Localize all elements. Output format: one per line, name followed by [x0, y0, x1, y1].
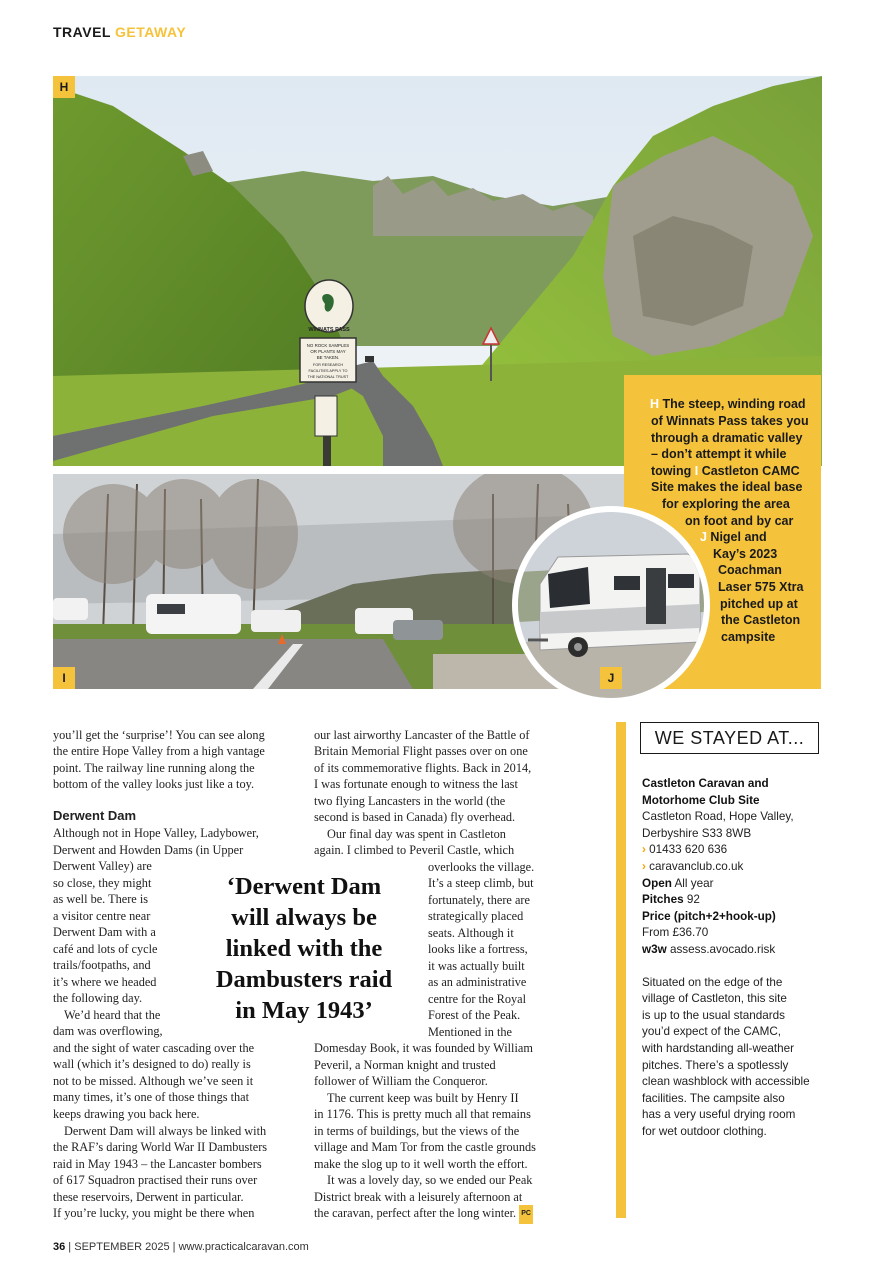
body-line: It was a lovely day, so we ended our Peak [327, 1173, 533, 1187]
caption-photo-letter: J [700, 530, 707, 544]
body-line: Mentioned in the [428, 1025, 513, 1039]
body-line: Britain Memorial Flight passes over on one [314, 744, 528, 758]
body-line [314, 1205, 533, 1224]
site-pitches: Pitches 92 [642, 893, 700, 906]
body-line: seats. Although it [428, 926, 514, 940]
site-description-line: has a very useful drying room [642, 1108, 796, 1121]
caption-photo-letter: I [694, 464, 699, 478]
site-description-line: clean washblock with accessible [642, 1075, 810, 1088]
body-line: centre for the Royal [428, 992, 526, 1006]
body-line: second is based in Canada) fly overhead. [314, 810, 516, 824]
body-line: If you’re lucky, you might be there when [53, 1206, 255, 1220]
body-line: strategically placed [428, 909, 524, 923]
chevron-right-icon: › [642, 860, 646, 873]
caption-line: – don’t attempt it while [651, 447, 787, 461]
caption-line: Site makes the ideal base [651, 480, 803, 494]
body-line: Our final day was spent in Castleton [327, 827, 506, 841]
body-line: the following day. [53, 991, 143, 1005]
caption-photo-letter: H [650, 397, 660, 411]
body-line-text: the caravan, perfect after the long winter. [314, 1206, 517, 1221]
site-description-line: facilities. The campsite also [642, 1092, 785, 1105]
pull-quote-line: Dambusters raid [215, 966, 393, 993]
site-what3words: w3w assess.avocado.risk [642, 943, 776, 956]
body-line: two flying Lancasters in the world (the [314, 794, 506, 808]
caption-line-text: Castleton CAMC [698, 464, 800, 478]
caption-line: campsite [721, 630, 776, 644]
body-line: as well be. There is [53, 892, 149, 906]
body-line: trails/footpaths, and [53, 958, 151, 972]
body-line: Although not in Hope Valley, Ladybower, [53, 826, 259, 840]
website-url: www.practicalcaravan.com [178, 1241, 309, 1253]
body-line: Derwent Dam will always be linked with [64, 1124, 267, 1138]
body-line: wall (which it’s designed to do) really is [53, 1057, 251, 1071]
caption-line [650, 396, 806, 413]
caption-line: pitched up at [720, 597, 798, 611]
body-line: many times, it’s one of those things that [53, 1090, 250, 1104]
page-footer: 36 | SEPTEMBER 2025 | www.practicalcaravan.com [53, 1241, 309, 1253]
body-line: the entire Hope Valley from a high vantage [53, 744, 265, 758]
sign-title: WINNATS PASS [308, 327, 350, 333]
body-line: District break with a leisurely afternoon at [314, 1190, 523, 1204]
site-website-link[interactable]: › caravanclub.co.uk [642, 860, 744, 873]
site-name-line: Motorhome Club Site [642, 794, 760, 807]
body-line: make the slog up to it well worth the effort. [314, 1157, 528, 1171]
body-line: a visitor centre near [53, 909, 151, 923]
section-label: TRAVEL [53, 24, 111, 40]
body-line: overlooks the village. [428, 860, 535, 874]
caption-line-text: The steep, winding road [659, 397, 806, 411]
body-line: Domesday Book, it was founded by William [314, 1041, 533, 1055]
pull-quote-line: in May 1943’ [235, 997, 373, 1024]
photo-label-j: J [600, 667, 622, 689]
caption-line-text: towing [651, 464, 695, 478]
site-open: Open All year [642, 877, 714, 890]
body-line: our last airworthy Lancaster of the Battle of [314, 728, 530, 742]
body-line: again. I climbed to Peveril Castle, which [314, 843, 515, 857]
caption-line [651, 463, 800, 480]
issue-date: SEPTEMBER 2025 [74, 1241, 170, 1253]
body-line: It’s a steep climb, but [428, 876, 534, 890]
body-line: dam was overflowing, [53, 1024, 163, 1038]
site-price-value: From £36.70 [642, 926, 709, 939]
body-line: Derwent Dam with a [53, 925, 156, 939]
caption-line: the Castleton [721, 613, 801, 627]
site-description-line: with hardstanding all-weather [642, 1042, 795, 1055]
body-line: of 617 Squadron practised their runs over [53, 1173, 258, 1187]
sign-notice-line: NO ROCK SAMPLES [306, 343, 350, 348]
site-name-line: Castleton Caravan and [642, 777, 769, 790]
body-line: village and Mam Tor from the castle grounds [314, 1140, 536, 1154]
site-price-label: Price (pitch+2+hook-up) [642, 910, 776, 923]
body-line: I was fortunate enough to witness the last [314, 777, 518, 791]
caption-line: Kay’s 2023 [713, 547, 778, 561]
body-line: looks like a fortress, [428, 942, 528, 956]
body-line: in 1176. This is pretty much all that remains [314, 1107, 531, 1121]
photo-caravan [518, 512, 704, 698]
site-description-line: pitches. There’s a spotlessly [642, 1059, 789, 1072]
site-description-line: for wet outdoor clothing. [642, 1125, 767, 1138]
body-line: Forest of the Peak. [428, 1008, 521, 1022]
body-line: it was actually built [428, 959, 525, 973]
site-description-line: you’d expect of the CAMC, [642, 1025, 782, 1038]
site-address-line: Castleton Road, Hope Valley, [642, 810, 794, 823]
caption-line [700, 529, 767, 546]
sidebar-accent-bar [616, 722, 626, 1218]
body-line: We’d heard that the [64, 1008, 161, 1022]
caption-line-text: Nigel and [706, 530, 767, 544]
page-number: 36 [53, 1241, 66, 1253]
body-line: as an administrative [428, 975, 527, 989]
body-line: not to be missed. Although we’ve seen it [53, 1074, 254, 1088]
body-line: raid in May 1943 – the Lancaster bombers [53, 1157, 262, 1171]
body-line: The current keep was built by Henry II [327, 1091, 519, 1105]
sign-notice-line: THE NATIONAL TRUST [307, 375, 349, 379]
body-line: these reservoirs, Derwent in particular. [53, 1190, 244, 1204]
pull-quote-line: ‘Derwent Dam [226, 873, 382, 900]
body-line: so close, they might [53, 876, 152, 890]
site-description-line: village of Castleton, this site [642, 992, 787, 1005]
body-line: café and lots of cycle [53, 942, 158, 956]
site-phone[interactable]: › 01433 620 636 [642, 843, 728, 856]
body-line: the RAF’s daring World War II Dambusters [53, 1140, 268, 1154]
caption-line: of Winnats Pass takes you [651, 414, 809, 428]
photo-label-i: I [53, 667, 75, 689]
chevron-right-icon: › [642, 843, 646, 856]
caption-line: on foot and by car [685, 514, 794, 528]
caption-line: through a dramatic valley [651, 431, 803, 445]
body-line: follower of William the Conqueror. [314, 1074, 488, 1088]
caption-line: Coachman [718, 563, 782, 577]
body-line: keeps drawing you back here. [53, 1107, 200, 1121]
body-line: Derwent Valley) are [53, 859, 152, 873]
section-sublabel: GETAWAY [114, 24, 187, 40]
site-description-line: Situated on the edge of the [642, 976, 783, 989]
site-description-line: is up to the usual standards [642, 1009, 785, 1022]
body-line: in terms of buildings, but the views of the [314, 1124, 520, 1138]
photo-label-h: H [53, 76, 75, 98]
pull-quote-line: will always be [231, 904, 377, 931]
body-line: bottom of the valley looks just like a toy. [53, 777, 255, 791]
body-line: fortunately, there are [428, 893, 530, 907]
section-header [53, 24, 186, 40]
sign-notice-line: OR PLANTS MAY [310, 349, 346, 354]
body-line: you’ll get the ‘surprise’! You can see along [53, 728, 265, 742]
body-line: point. The railway line running along the [53, 761, 255, 775]
sidebar-title: WE STAYED AT... [640, 722, 819, 754]
body-line: it’s where we headed [53, 975, 157, 989]
end-mark-badge: PC [519, 1205, 533, 1224]
sign-notice-line: FACILITIES APPLY TO [308, 369, 348, 373]
subhead-derwent-dam: Derwent Dam [53, 808, 137, 823]
body-line: Derwent and Howden Dams (in Upper [53, 843, 244, 857]
body-line: Peveril, a Norman knight and trusted [314, 1058, 496, 1072]
sign-notice-line: BE TAKEN. [316, 355, 340, 360]
site-address-line: Derbyshire S33 8WB [642, 827, 752, 840]
caption-line: for exploring the area [662, 497, 790, 511]
body-line: and the sight of water cascading over the [53, 1041, 255, 1055]
sign-notice-line: FOR RESEARCH [312, 363, 344, 367]
pull-quote-line: linked with the [225, 935, 383, 962]
caption-line: Laser 575 Xtra [718, 580, 804, 594]
body-line: of its commemorative flights. Back in 2014, [314, 761, 532, 775]
